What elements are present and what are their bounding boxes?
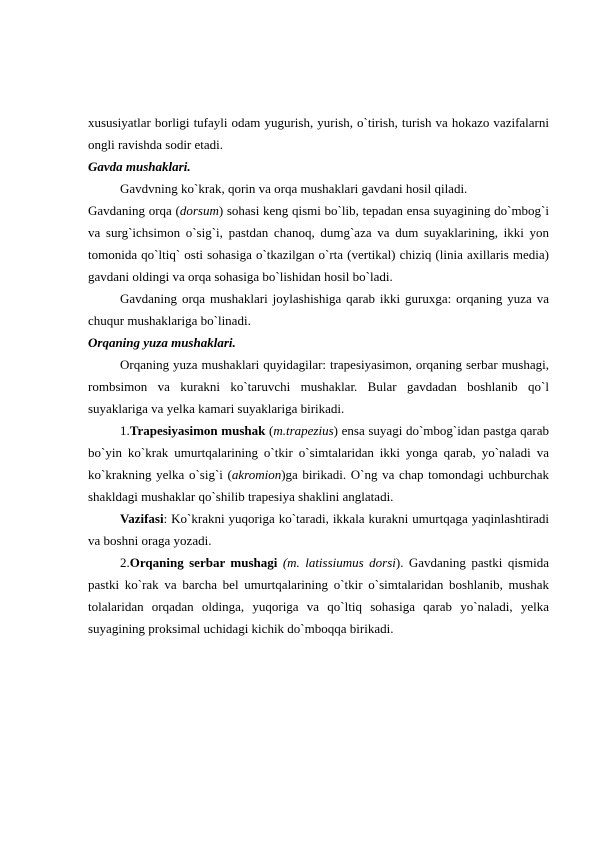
muscle-name-trapesiyasimon: Trapesiyasimon mushak <box>129 423 266 438</box>
list-number: 2. <box>120 555 130 570</box>
latin-term-dorsum: dorsum <box>179 203 219 218</box>
latin-term-latissimus: (m. latissiumus dorsi <box>282 555 396 570</box>
latin-term-akromion: akromion <box>231 467 282 482</box>
paragraph-yuza-mushaklar-list: Orqaning yuza mushaklari quyidagilar: trapesiyasimon, orqaning serbar mushagi, rombsimon va kurakni ko`taruvchi mushaklar. Bular gavdadan boshlanib qo`l suyaklariga va yelka kamari suyaklariga birikadi. <box>88 357 549 416</box>
paragraph-gavda-definition: Gavdvning ko`krak, qorin va orqa mushaklari gavdani hosil qiladi. <box>120 181 468 196</box>
paragraph-trapesiyasimon <box>88 420 549 508</box>
text-segment: Gavdaning orqa ( <box>88 203 180 218</box>
heading-gavda-mushaklari: Gavda mushaklari. <box>88 159 191 174</box>
latin-term-trapezius: m.trapezius <box>273 423 334 438</box>
muscle-name-serbar: Orqaning serbar mushagi <box>129 555 278 570</box>
paragraph-orqa-mushaklari-guruh: Gavdaning orqa mushaklari joylashishiga qarab ikki guruxga: orqaning yuza va chuqur mushaklariga bo`linadi. <box>88 291 549 328</box>
label-vazifasi: Vazifasi <box>120 511 164 526</box>
list-number: 1. <box>120 423 130 438</box>
text-segment: ) ensa suyagi do`mbog`idan pastga qarab bo`yin ko`krak umurtqalarining o`tkir o`simtalaridan ikki yonga qarab, yo`naladi va ko`krakning yelka o`sig`i ( <box>88 423 549 482</box>
text-segment: : Ko`krakni yuqoriga ko`taradi, ikkala kurakni umurtqaga yaqinlashtiradi va boshni oraga yozadi. <box>88 511 549 548</box>
text-segment: )ga birikadi. O`ng va chap tomondagi uchburchak shakldagi mushaklar qo`shilib trapesiya shaklini anglatadi. <box>88 467 549 504</box>
text-segment: ) sohasi keng qismi bo`lib, tepadan ensa suyagining do`mbog`i va surg`ichsimon o`sig`i, pastdan chanoq, dumg`aza va dum suyaklarining, ikki yon tomonida qo`ltiq` osti sohasiga o`tkazilgan o`rta (vertikal) chiziq (linia axillaris media) gavdani oldingi va orqa sohasiga bo`lishidan hosil bo`ladi. <box>88 203 549 284</box>
paragraph-orqa-sohasi <box>88 200 549 288</box>
heading-orqaning-yuza-mushaklari: Orqaning yuza mushaklari. <box>88 335 236 350</box>
paragraph-vazifasi <box>88 508 549 552</box>
paragraph-intro: xususiyatlar borligi tufayli odam yugurish, yurish, o`tirish, turish va hokazo vazifalarni ongli ravishda sodir etadi. <box>88 115 549 152</box>
text-segment: ). Gavdaning pastki qismida pastki ko`rak va barcha bel umurtqalarining o`tkir o`simtalaridan boshlanib, mushak tolalaridan orqadan oldinga, yuqoriga va qo`ltiq sohasiga qarab yo`naladi, yelka suyagining proksimal uchidagi kichik do`mboqqa birikadi. <box>88 555 549 636</box>
document-page <box>88 112 549 640</box>
text-segment: ( <box>265 423 274 438</box>
paragraph-orqa-serbar-mushagi <box>88 552 549 640</box>
